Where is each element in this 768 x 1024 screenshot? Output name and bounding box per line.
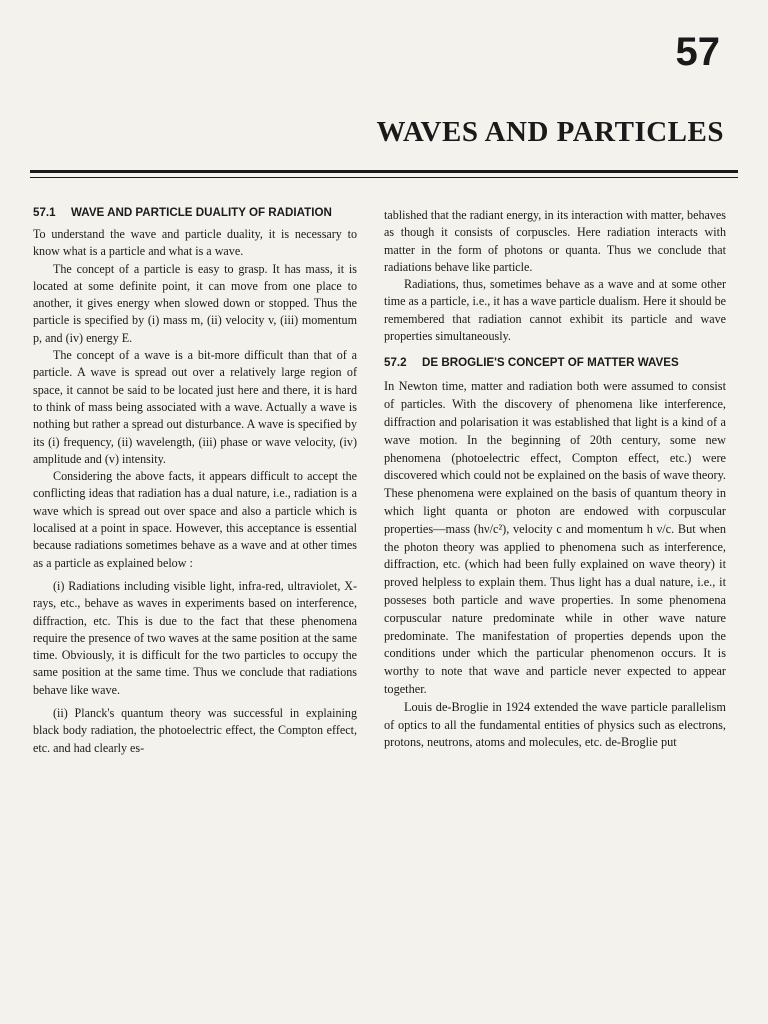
title-rule-thick bbox=[30, 170, 738, 173]
paragraph: To understand the wave and particle duality, it is necessary to know what is a particle and what is a wave. bbox=[33, 227, 357, 259]
paragraph: The concept of a wave is a bit-more difficult than that of a particle. A wave is spread out over a relatively large region of space, it cannot be said to be located just here and there, it is hard to think of mass being associated with a wave. Actually a wave is nothing but rather a spread out disturbance. A wave is specified by its (i) frequency, (ii) wavelength, (iii) phase or wave velocity, (iv) amplitude and (v) intensity. bbox=[33, 348, 357, 466]
section-number: 57.1 bbox=[33, 206, 56, 219]
paragraph: (i) Radiations including visible light, infra-red, ultraviolet, X-rays, etc., behave as waves in experiments based on interference, diffraction, etc. This is due to the fact that these phenomena require the presence of two waves at the same position at the same time. Obviously, it is difficult for the two particles to occupy the same position at the same time. Thus we conclude that radiations behave like wave. bbox=[33, 578, 357, 697]
paragraph: Louis de-Broglie in 1924 extended the wave particle parallelism of optics to all the fundamental entities of physics such as electrons, protons, neutrons, atoms and molecules, etc. de-Broglie put bbox=[384, 699, 726, 750]
paragraph: Considering the above facts, it appears difficult to accept the conflicting ideas that radiation has a dual nature, i.e., radiation is a wave which is spread out over space and also a particle which is localised at a point in space. However, this acceptance is essential because radiations sometimes behave as a wave and at other times as a particle as explained below : bbox=[33, 469, 357, 570]
left-column bbox=[33, 205, 357, 757]
chapter-title: WAVES AND PARTICLES bbox=[376, 116, 724, 148]
section-title: DE BROGLIE'S CONCEPT OF MATTER WAVES bbox=[422, 356, 679, 370]
paragraph: (ii) Planck's quantum theory was successful in explaining black body radiation, the photoelectric effect, the Compton effect, etc. and had clearly es- bbox=[33, 706, 357, 755]
chapter-number: 57 bbox=[675, 30, 720, 74]
section-number: 57.2 bbox=[384, 356, 407, 370]
paragraph: tablished that the radiant energy, in its interaction with matter, behaves as though it consists of corpuscles. Here radiation interacts with matter in the form of photons or quanta. Thus we conclude that radiations behave like particle. bbox=[384, 208, 726, 274]
paragraph: The concept of a particle is easy to grasp. It has mass, it is located at some definite point, it can move from one place to another, it gives energy when slowed down or stopped. Thus the particle is specified by (i) mass m, (ii) velocity v, (iii) momentum p, and (iv) energy E. bbox=[33, 261, 357, 345]
right-column bbox=[384, 207, 726, 752]
section-heading-57-1 bbox=[33, 205, 357, 220]
section-title: WAVE AND PARTICLE DUALITY OF RADIATION bbox=[71, 206, 332, 219]
section-heading-57-2 bbox=[384, 355, 726, 370]
title-rule-thin bbox=[30, 177, 738, 178]
paragraph: In Newton time, matter and radiation both were assumed to consist of particles. With the discovery of phenomena like interference, diffraction and polarisation it was established that light is a kind of a wave motion. In the beginning of 20th century, some new phenomena (photoelectric effect, Compton effect, etc.) were discovered which could not be explained on the basis of wave theory. These phenomena were explained on the basis of quantum theory in which light quanta or photon are endowed with corpuscular properties—mass (hν/c²), velocity c and momentum h ν/c. But when the photon theory was applied to phenomena such as interference, diffraction, etc. (which had been fully explained on wave theory) it proved helpless to explain them. Thus light has a dual nature, i.e., it posseses both particle and wave properties. In some phenomena corpuscular nature predominate while in other wave nature predominate. The manifestation of properties depends upon the conditions under which the particular phenomenon occurs. It is worthy to note that wave and particle never expected to appear together. bbox=[384, 379, 726, 696]
paragraph: Radiations, thus, sometimes behave as a wave and at some other time as a particle, i.e., it has a wave particle dualism. Here it should be remembered that radiation cannot exhibit its particle and wave properties simultaneously. bbox=[384, 277, 726, 344]
